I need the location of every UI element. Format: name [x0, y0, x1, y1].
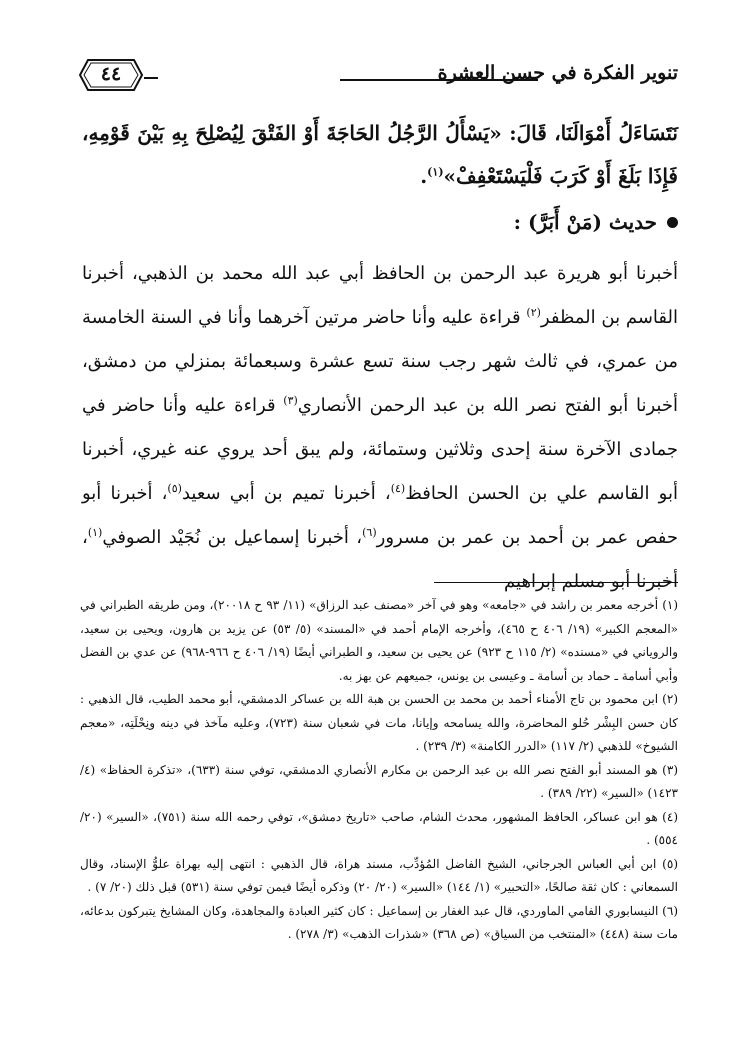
main-text: [82, 112, 678, 604]
footnote-2: (٢) ابن محمود بن تاج الأمناء أحمد بن محمد بن الحسن بن هبة الله بن عساكر الدمشقي، أبو محمد الطيب، قال الذهبي : كان حسن البِشْر حُلو المحاضرة، والله يسامحه وإيانا، مات في شعبان سنة (٧٢٣)، وعليه مآخذ في دينه ونِحْلَتِه، «معجم الشيوخ» للذهبي (٢/ ١١٧) «الدرر الكامنة» (٣/ ٢٣٩) .: [80, 692, 678, 753]
page-number: ٤٤: [100, 63, 122, 85]
heading-label: حديث (مَنْ أَبَرَّ) :: [513, 210, 657, 234]
isnad-paragraph: [82, 252, 678, 604]
footnote-ref: (٦): [362, 526, 377, 539]
bullet-icon: [667, 217, 678, 228]
footnotes: [80, 594, 678, 947]
para-text: ، أخبرنا أبو مسلم إبراهيم: [82, 527, 678, 592]
para-text: ، أخبرنا تميم بن أبي سعيد: [181, 483, 391, 504]
footnote-ref: (٤): [390, 482, 406, 495]
footnote-1: (١) أخرجه معمر بن راشد في «جامعه» وهو في آخر «مصنف عبد الرزاق» (١١/ ٩٣ ح ٢٠٠١٨)، ومن طريقه الطبراني في «المعجم الكبير» (١٩/ ٤٠٦ ح ٤٦٥)، وأخرجه الإمام أحمد في «المسند» (٥/ ٥٣) عن يزيد بن هارون، ويحيى بن سعيد، والروياني في «مسنده» (٢/ ١١٥ ح ٩٢٣) عن يحيى بن سعيد، و الطبراني أيضًا (١٩/ ٤٠٦ ح ٩٦٦-٩٦٨) عن عدي بن الفضل وأبي أسامة ـ حماد بن أسامة ـ وعيسى بن يونس، جميعهم عن بهز به.: [80, 598, 679, 683]
footnote-separator: [434, 582, 678, 583]
section-heading: [82, 202, 678, 242]
page-number-frame: [78, 58, 144, 92]
footnote-ref: (٣): [283, 394, 298, 407]
para-text: أخبرنا أبو هريرة عبد الرحمن بن الحافظ أبي عبد الله محمد بن الذهبي، أخبرنا القاسم بن المظفر: [82, 263, 678, 328]
footnote-ref: (١): [427, 165, 444, 179]
hadith-quote: [82, 112, 678, 198]
quote-text: نَتَسَاءَلُ أَمْوَالَنَا، قَالَ: «يَسْأَلُ الرَّجُلُ الحَاجَةَ أَوْ الفَتْقَ لِيُصْلِحَ بِهِ بَيْنَ قَوْمِهِ، فَإِذَا بَلَغَ أَوْ كَرَبَ فَلْيَسْتَعْفِفْ»: [82, 121, 678, 188]
running-header: [78, 58, 678, 98]
footnote-ref: (٥): [167, 482, 182, 495]
book-title: تنوير الفكرة في حسن العشرة: [437, 62, 678, 84]
para-text: قراءة عليه وأنا حاضر في جمادى الآخرة سنة إحدى وثلاثين وستمائة، ولم يبق أحد يروي عنه غيري، أخبرنا أبو القاسم علي بن الحسن الحافظ: [82, 395, 678, 504]
para-text: ، أخبرنا أبو حفص عمر بن أحمد بن عمر بن مسرور: [82, 483, 678, 548]
footnote-6: (٦) النيسابوري الفامي الماوردي، قال عبد الغفار بن إسماعيل : كان كثير العبادة والمجاهدة، وكان المشايخ يتبركون بدعائه، مات سنة (٤٤٨) «المنتخب من السياق» (ص ٣٦٨) «شذرات الذهب» (٣/ ٢٧٨) .: [80, 903, 678, 941]
para-text: قراءة عليه وأنا حاضر مرتين آخرهما وأنا في السنة الخامسة من عمري، في ثالث شهر رجب سنة تسع عشرة وسبعمائة بمنزلي من دمشق، أخبرنا أبو الفتح نصر الله بن عبد الرحمن الأنصاري: [82, 307, 678, 416]
footnote-ref: (٢): [526, 306, 541, 319]
header-rule: [340, 79, 538, 81]
footnote-4: (٤) هو ابن عساكر، الحافظ المشهور، محدث الشام، صاحب «تاريخ دمشق»، توفي رحمه الله سنة (٧٥١)، «السير» (٢٠/ ٥٥٤) .: [80, 809, 678, 847]
para-text: ، أخبرنا إسماعيل بن نُجَيْد الصوفي: [102, 527, 363, 548]
footnote-ref: (١): [87, 526, 103, 539]
footnote-5: (٥) ابن أبي العباس الجرجاني، الشيخ الفاضل المُؤدِّب، مسند هراة، قال الذهبي : انتهى إليه بهراة علوُّ الإسناد، وقال السمعاني : كان ثقة صالحًا، «التحبير» (١/ ١٤٤) «السير» (٢٠/ ٢٠) وذكره أيضًا فيمن توفي سنة (٥٣١) قبل ذلك (٢٠/ ٧) .: [80, 856, 678, 894]
quote-end: .: [420, 164, 428, 188]
header-rule-left: [144, 77, 158, 79]
footnote-3: (٣) هو المسند أبو الفتح نصر الله بن عبد الرحمن بن مكارم الأنصاري الدمشقي، توفي سنة (٦٣٣)، «تذكرة الحفاظ» (٤/ ١٤٢٣) «السير» (٢٢/ ٣٨٩) .: [80, 762, 678, 800]
